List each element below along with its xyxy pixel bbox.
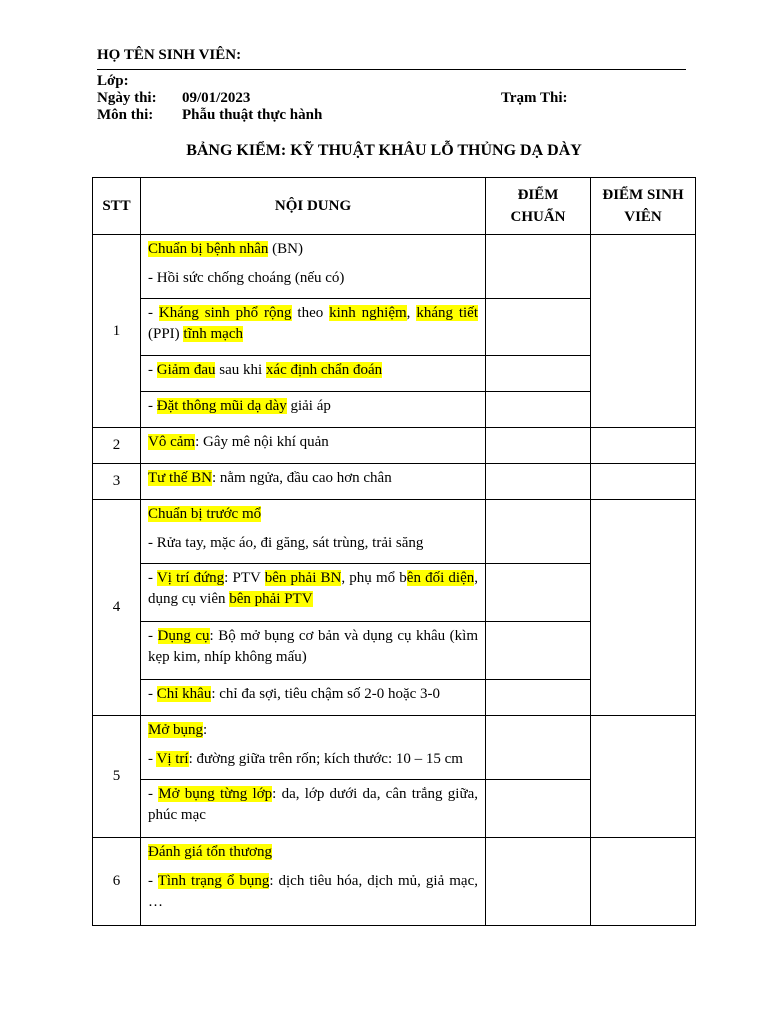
checklist-title: BẢNG KIỂM: KỸ THUẬT KHÂU LỖ THỦNG DẠ DÀY [186,142,582,159]
table-row [93,500,696,564]
highlighted-text: Mở bụng từng lớp [158,786,273,802]
highlighted-text: Giảm đau [156,362,216,378]
content-text: - [148,873,158,889]
table-row [93,235,696,299]
header-standard-score-line1: ĐIỂM [517,187,559,203]
highlighted-text: Mở bụng [148,722,204,738]
content-line [148,533,478,554]
station-label: Trạm Thi: [501,90,568,106]
header-standard-score [486,178,591,235]
row-content [141,622,486,680]
content-line [148,871,478,913]
highlighted-text: ên đối diện [406,570,475,586]
standard-score-cell[interactable] [486,716,591,780]
highlighted-text: Tình trạng ổ bụng [157,873,270,889]
standard-score-cell[interactable] [486,392,591,428]
content-line [148,784,478,826]
row-number: 4 [93,500,141,716]
row-content [141,464,486,500]
content-line [148,684,478,705]
student-score-cell[interactable] [591,838,696,926]
content-text: (BN) [268,241,303,257]
content-line [148,303,478,345]
content-text: (PPI) [148,326,184,342]
header-student-score [591,178,696,235]
highlighted-text: bên phải BN [264,570,342,586]
table-row [93,716,696,780]
table-header-row [93,178,696,235]
student-score-cell[interactable] [591,464,696,500]
content-text: - [148,751,157,767]
content-text: - [148,570,157,586]
content-line [148,504,478,525]
content-text: - [148,628,158,644]
content-text: : nằm ngửa, đầu cao hơn chân [211,470,392,486]
content-text: - Rửa tay, mặc áo, đi găng, sát trùng, trải săng [148,535,424,551]
row-content [141,680,486,716]
highlighted-text: Chuẩn bị trước mổ [148,506,262,522]
content-text: : da, lớp dưới da, cân trắng giữa, phúc mạc [148,786,479,823]
highlighted-text: xác định chẩn đoán [265,362,383,378]
content-text: , dụng cụ viên [148,570,478,607]
student-score-cell[interactable] [591,716,696,838]
content-text: - [148,305,159,321]
content-line [148,268,478,289]
content-text: : Bộ mở bụng cơ bản và dụng cụ khâu (kìm kẹp kim, nhíp không mấu) [148,628,478,665]
highlighted-text: kháng tiết [416,305,479,321]
standard-score-cell[interactable] [486,500,591,564]
student-score-cell[interactable] [591,500,696,716]
content-line [148,626,478,668]
row-number: 2 [93,428,141,464]
highlighted-text: Tư thế BN [148,470,212,486]
header-student-score-line1: ĐIỂM SINH [602,187,684,203]
highlighted-text: Chỉ khâu [156,686,212,702]
content-text: - [148,786,159,802]
standard-score-cell[interactable] [486,356,591,392]
class-label: Lớp: [97,73,129,89]
highlighted-text: Dụng cụ [157,628,210,644]
header-standard-score-line2: CHUẨN [510,209,566,225]
content-line [148,360,478,381]
exam-date-label: Ngày thi: [97,90,157,106]
content-text: : Gây mê nội khí quản [195,434,329,450]
highlighted-text: Chuẩn bị bệnh nhân [148,241,269,257]
exam-date-value: 09/01/2023 [182,90,251,106]
row-content [141,428,486,464]
highlighted-text: Vị trí đứng [156,570,225,586]
student-score-cell[interactable] [591,235,696,428]
highlighted-text: Đánh giá tổn thương [148,844,272,860]
highlighted-text: Vô cảm [148,434,196,450]
standard-score-cell[interactable] [486,464,591,500]
standard-score-cell[interactable] [486,680,591,716]
standard-score-cell[interactable] [486,428,591,464]
student-name-label: HỌ TÊN SINH VIÊN: [97,47,242,63]
highlighted-text: Đặt thông mũi dạ dày [156,398,287,414]
standard-score-cell[interactable] [486,299,591,356]
content-text: , phụ mổ b [341,570,407,586]
row-content [141,716,486,780]
header-content: NỘI DUNG [141,178,486,235]
content-text: , [406,305,417,321]
standard-score-cell[interactable] [486,838,591,926]
row-content [141,235,486,299]
content-text: - Hồi sức chống choáng (nếu có) [148,270,345,286]
header-rule [97,69,686,70]
checklist-body [93,235,696,926]
highlighted-text: Vị trí [156,751,189,767]
content-line [148,396,478,417]
table-row [93,838,696,926]
highlighted-text: bên phải PTV [229,591,313,607]
content-line [148,720,478,741]
row-content [141,356,486,392]
content-line [148,432,478,453]
highlighted-text: kinh nghiệm [329,305,407,321]
content-text: : PTV [224,570,265,586]
highlighted-text: tĩnh mạch [183,326,243,342]
standard-score-cell[interactable] [486,235,591,299]
subject-value: Phẫu thuật thực hành [182,107,323,123]
row-content [141,299,486,356]
standard-score-cell[interactable] [486,622,591,680]
content-text: - [148,398,157,414]
content-text: : đường giữa trên rốn; kích thước: 10 – 15 cm [188,751,463,767]
content-text: - [148,686,157,702]
subject-label: Môn thi: [97,107,154,123]
row-content [141,392,486,428]
content-text: giải áp [286,398,331,414]
content-text: : chỉ đa sợi, tiêu chậm số 2-0 hoặc 3-0 [211,686,441,702]
row-number: 5 [93,716,141,838]
table-row [93,464,696,500]
header-stt: STT [93,178,141,235]
row-number: 1 [93,235,141,428]
row-number: 3 [93,464,141,500]
content-text: : dịch tiêu hóa, dịch mủ, giả mạc, … [148,873,478,910]
content-line [148,468,478,489]
row-number: 6 [93,838,141,926]
content-line [148,749,478,770]
highlighted-text: Kháng sinh phổ rộng [158,305,292,321]
content-text: : [203,722,208,738]
standard-score-cell[interactable] [486,564,591,622]
content-text: sau khi [215,362,266,378]
content-line [148,239,478,260]
content-text: theo [291,305,330,321]
checklist-table [92,177,696,926]
standard-score-cell[interactable] [486,780,591,838]
row-content [141,780,486,838]
header-student-score-line2: VIÊN [624,209,662,225]
content-text: - [148,362,157,378]
content-line [148,842,478,863]
content-line [148,568,478,610]
student-score-cell[interactable] [591,428,696,464]
table-row [93,428,696,464]
row-content [141,500,486,564]
row-content [141,564,486,622]
row-content [141,838,486,926]
